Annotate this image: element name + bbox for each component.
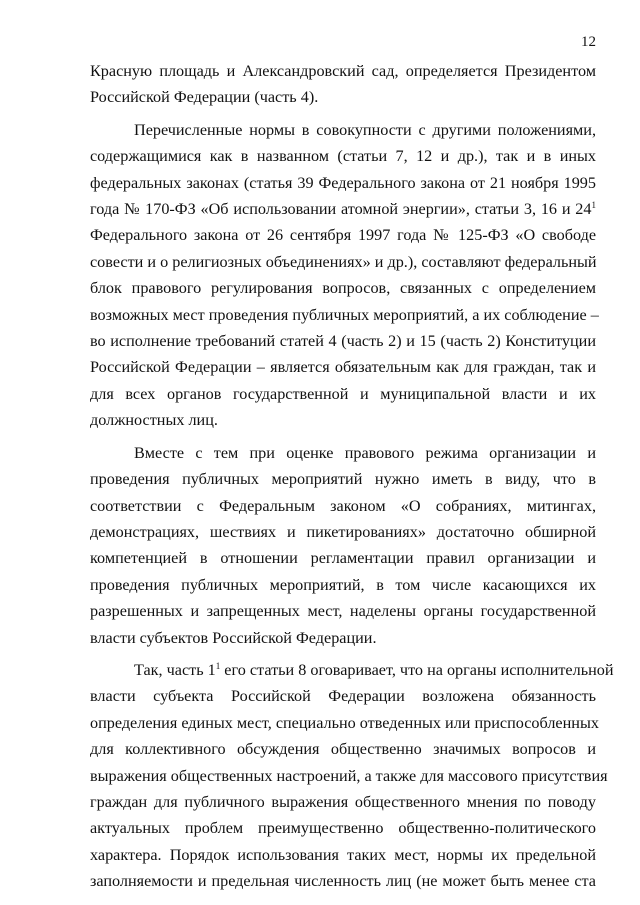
text-line: должностных лиц. <box>90 411 218 430</box>
text-line: разрешенных и запрещенных мест, наделены органы государственной <box>90 602 596 621</box>
text-line: Вместе с тем при оценке правового режима организации и <box>134 443 596 462</box>
text-line: Российской Федерации – является обязательным как для граждан, так и <box>90 358 596 377</box>
text-line-with-footnote <box>90 657 614 683</box>
page-number: 12 <box>581 34 596 50</box>
text-line: во исполнение требований статей 4 (часть 2) и 15 (часть 2) Конституции <box>90 332 596 351</box>
text-line: проведения публичных мероприятий, в том числе касающихся их <box>90 575 596 594</box>
text-line-with-footnote <box>90 196 596 222</box>
text-line: демонстрациях, шествиях и пикетированиях» достаточно обширной <box>90 522 596 541</box>
text-line: совести и о религиозных объединениях» и др.), составляют федеральный <box>90 252 597 271</box>
text-line: граждан для публичного выражения общественного мнения по поводу <box>90 792 596 811</box>
text-line: Российской Федерации (часть 4). <box>90 88 319 107</box>
text-line: определения единых мест, специально отведенных или приспособленных <box>90 713 599 732</box>
text-line: Федерального закона от 26 сентября 1997 года № 125-ФЗ «О свободе <box>90 226 596 245</box>
text-line: для всех органов государственной и муниципальной власти и их <box>90 384 596 403</box>
footnote-marker: 1 <box>591 200 596 211</box>
text-line: власти субъекта Российской Федерации возложена обязанность <box>90 687 596 706</box>
document-body <box>90 58 614 895</box>
text-line: характера. Порядок использования таких мест, нормы их предельной <box>90 845 596 864</box>
text-line: блок правового регулирования вопросов, связанных с определением <box>90 279 596 298</box>
footnote-marker: 1 <box>215 660 221 671</box>
text-line: актуальных проблем преимущественно общественно-политического <box>90 819 596 838</box>
text-line: власти субъектов Российской Федерации. <box>90 628 377 647</box>
text-line: содержащимися как в названном (статьи 7, 12 и др.), так и в иных <box>90 147 596 166</box>
text-line: федеральных законах (статья 39 Федерального закона от 21 ноября 1995 <box>90 173 596 192</box>
text-line: Перечисленные нормы в совокупности с другими положениями, <box>134 120 596 139</box>
text-line: компетенцией в отношении регламентации правил организации и <box>90 549 596 568</box>
text-line: возможных мест проведения публичных мероприятий, а их соблюдение – <box>90 305 599 324</box>
text-line: для коллективного обсуждения общественно значимых вопросов и <box>90 740 596 759</box>
text-line: Красную площадь и Александровский сад, определяется Президентом <box>90 62 596 80</box>
text-line: заполняемости и предельная численность лиц (не может быть менее ста <box>90 872 596 891</box>
text-fragment: его статьи 8 оговаривает, что на органы исполнительной <box>220 660 614 679</box>
text-line: проведения публичных мероприятий нужно иметь в виду, что в <box>90 470 596 489</box>
text-fragment: Так, часть 1 <box>134 660 216 679</box>
text-fragment: года № 170-ФЗ «Об использовании атомной энергии», статьи 3, 16 и 24 <box>90 200 592 219</box>
text-line: выражения общественных настроений, а также для массового присутствия <box>90 766 608 785</box>
text-line: соответствии с Федеральным законом «О собраниях, митингах, <box>90 496 596 515</box>
